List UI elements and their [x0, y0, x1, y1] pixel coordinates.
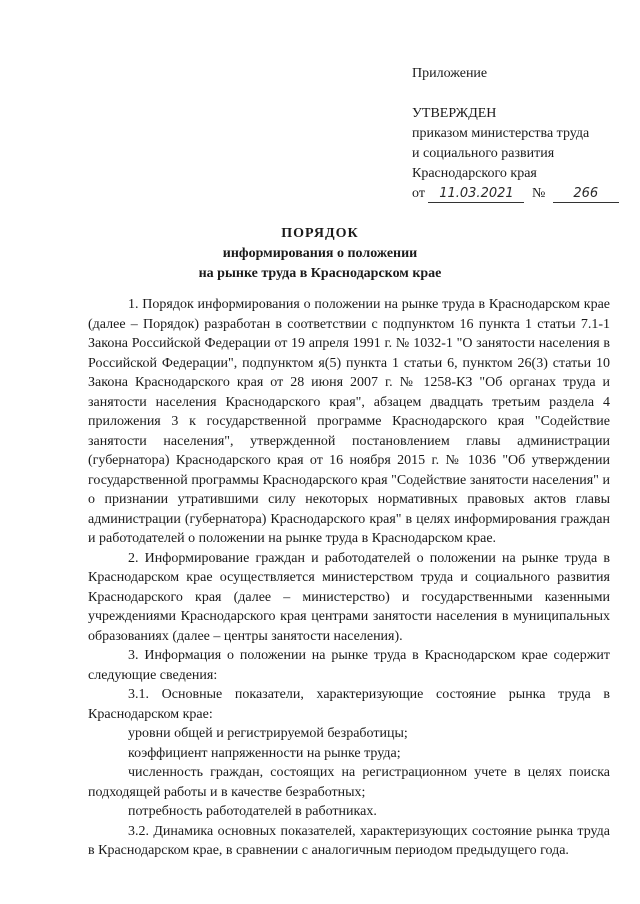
handwritten-date: 11.03.2021 [428, 186, 524, 203]
title-main: ПОРЯДОК [281, 226, 359, 241]
document-body [88, 295, 610, 861]
paragraph: 1. Порядок информирования о положении на рынке труда в Краснодарском крае (далее – Порядок) разработан в соответствии с подпунктом 16 пункта 1 статьи 7.1-1 Закона Российской Федерации от 19 апреля 1991 г. № 1032-1 "О занятости населения в Российской Федерации", подпунктом я(5) пункта 1 статьи 6, пунктом 26(3) статьи 10 Закона Краснодарского края от 28 июня 2007 г. № 1258-КЗ "Об органах труда и занятости населения Краснодарского края", абзацем двадцать третьим раздела 4 приложения 3 к государственной программе Краснодарского края "Содействие занятости населения", утвержденной постановлением главы администрации (губернатора) Краснодарского края от 16 ноября 2015 г. № 1036 "Об утверждении государственной программы Краснодарского края "Содействие занятости населения" и о признании утратившими силу некоторых нормативных правовых актов главы администрации (губернатора) Краснодарского края" в целях информирования граждан и работодателей о положении на рынке труда в Краснодарском крае. [88, 297, 610, 546]
title-line-2: информирования о положении [222, 246, 418, 261]
approved-stamp-label: УТВЕРЖДЕН [412, 106, 497, 121]
approval-order-line-1: приказом министерства труда [412, 126, 590, 141]
paragraph: 3.2. Динамика основных показателей, характеризующих состояние рынка труда в Краснодарском крае, в сравнении с аналогичным периодом предыдущего года. [88, 823, 610, 858]
approval-order-line-2: и социального развития [412, 146, 555, 161]
approval-date-number-line [412, 184, 632, 204]
paragraph: 3.1. Основные показатели, характеризующие состояние рынка труда в Краснодарском крае: [88, 687, 610, 722]
list-item: уровни общей и регистрируемой безработицы; [128, 726, 408, 741]
list-item: численность граждан, состоящих на регистрационном учете в целях поиска подходящей работы и в качестве безработных; [88, 765, 610, 800]
paragraph: 3. Информация о положении на рынке труда в Краснодарском крае содержит следующие сведения: [88, 648, 610, 683]
number-sign: № [531, 186, 546, 201]
title-line-3: на рынке труда в Краснодарском крае [198, 266, 442, 281]
handwritten-number: 266 [553, 186, 619, 203]
approval-order-line-3: Краснодарского края [412, 166, 537, 181]
document-title [0, 224, 640, 284]
list-item: потребность работодателей в работниках. [128, 804, 377, 819]
paragraph: 2. Информирование граждан и работодателей о положении на рынке труда в Краснодарском крае осуществляется министерством труда и социального развития Краснодарского края (далее – министерство) и государственными казенными учреждениями Краснодарского края центрами занятости населения в муниципальных образованиях (далее – центры занятости населения). [88, 550, 610, 644]
list-item: коэффициент напряженности на рынке труда; [128, 745, 401, 761]
appendix-label: Приложение [412, 66, 488, 81]
approval-block [412, 64, 632, 204]
date-prefix: от [412, 186, 425, 201]
